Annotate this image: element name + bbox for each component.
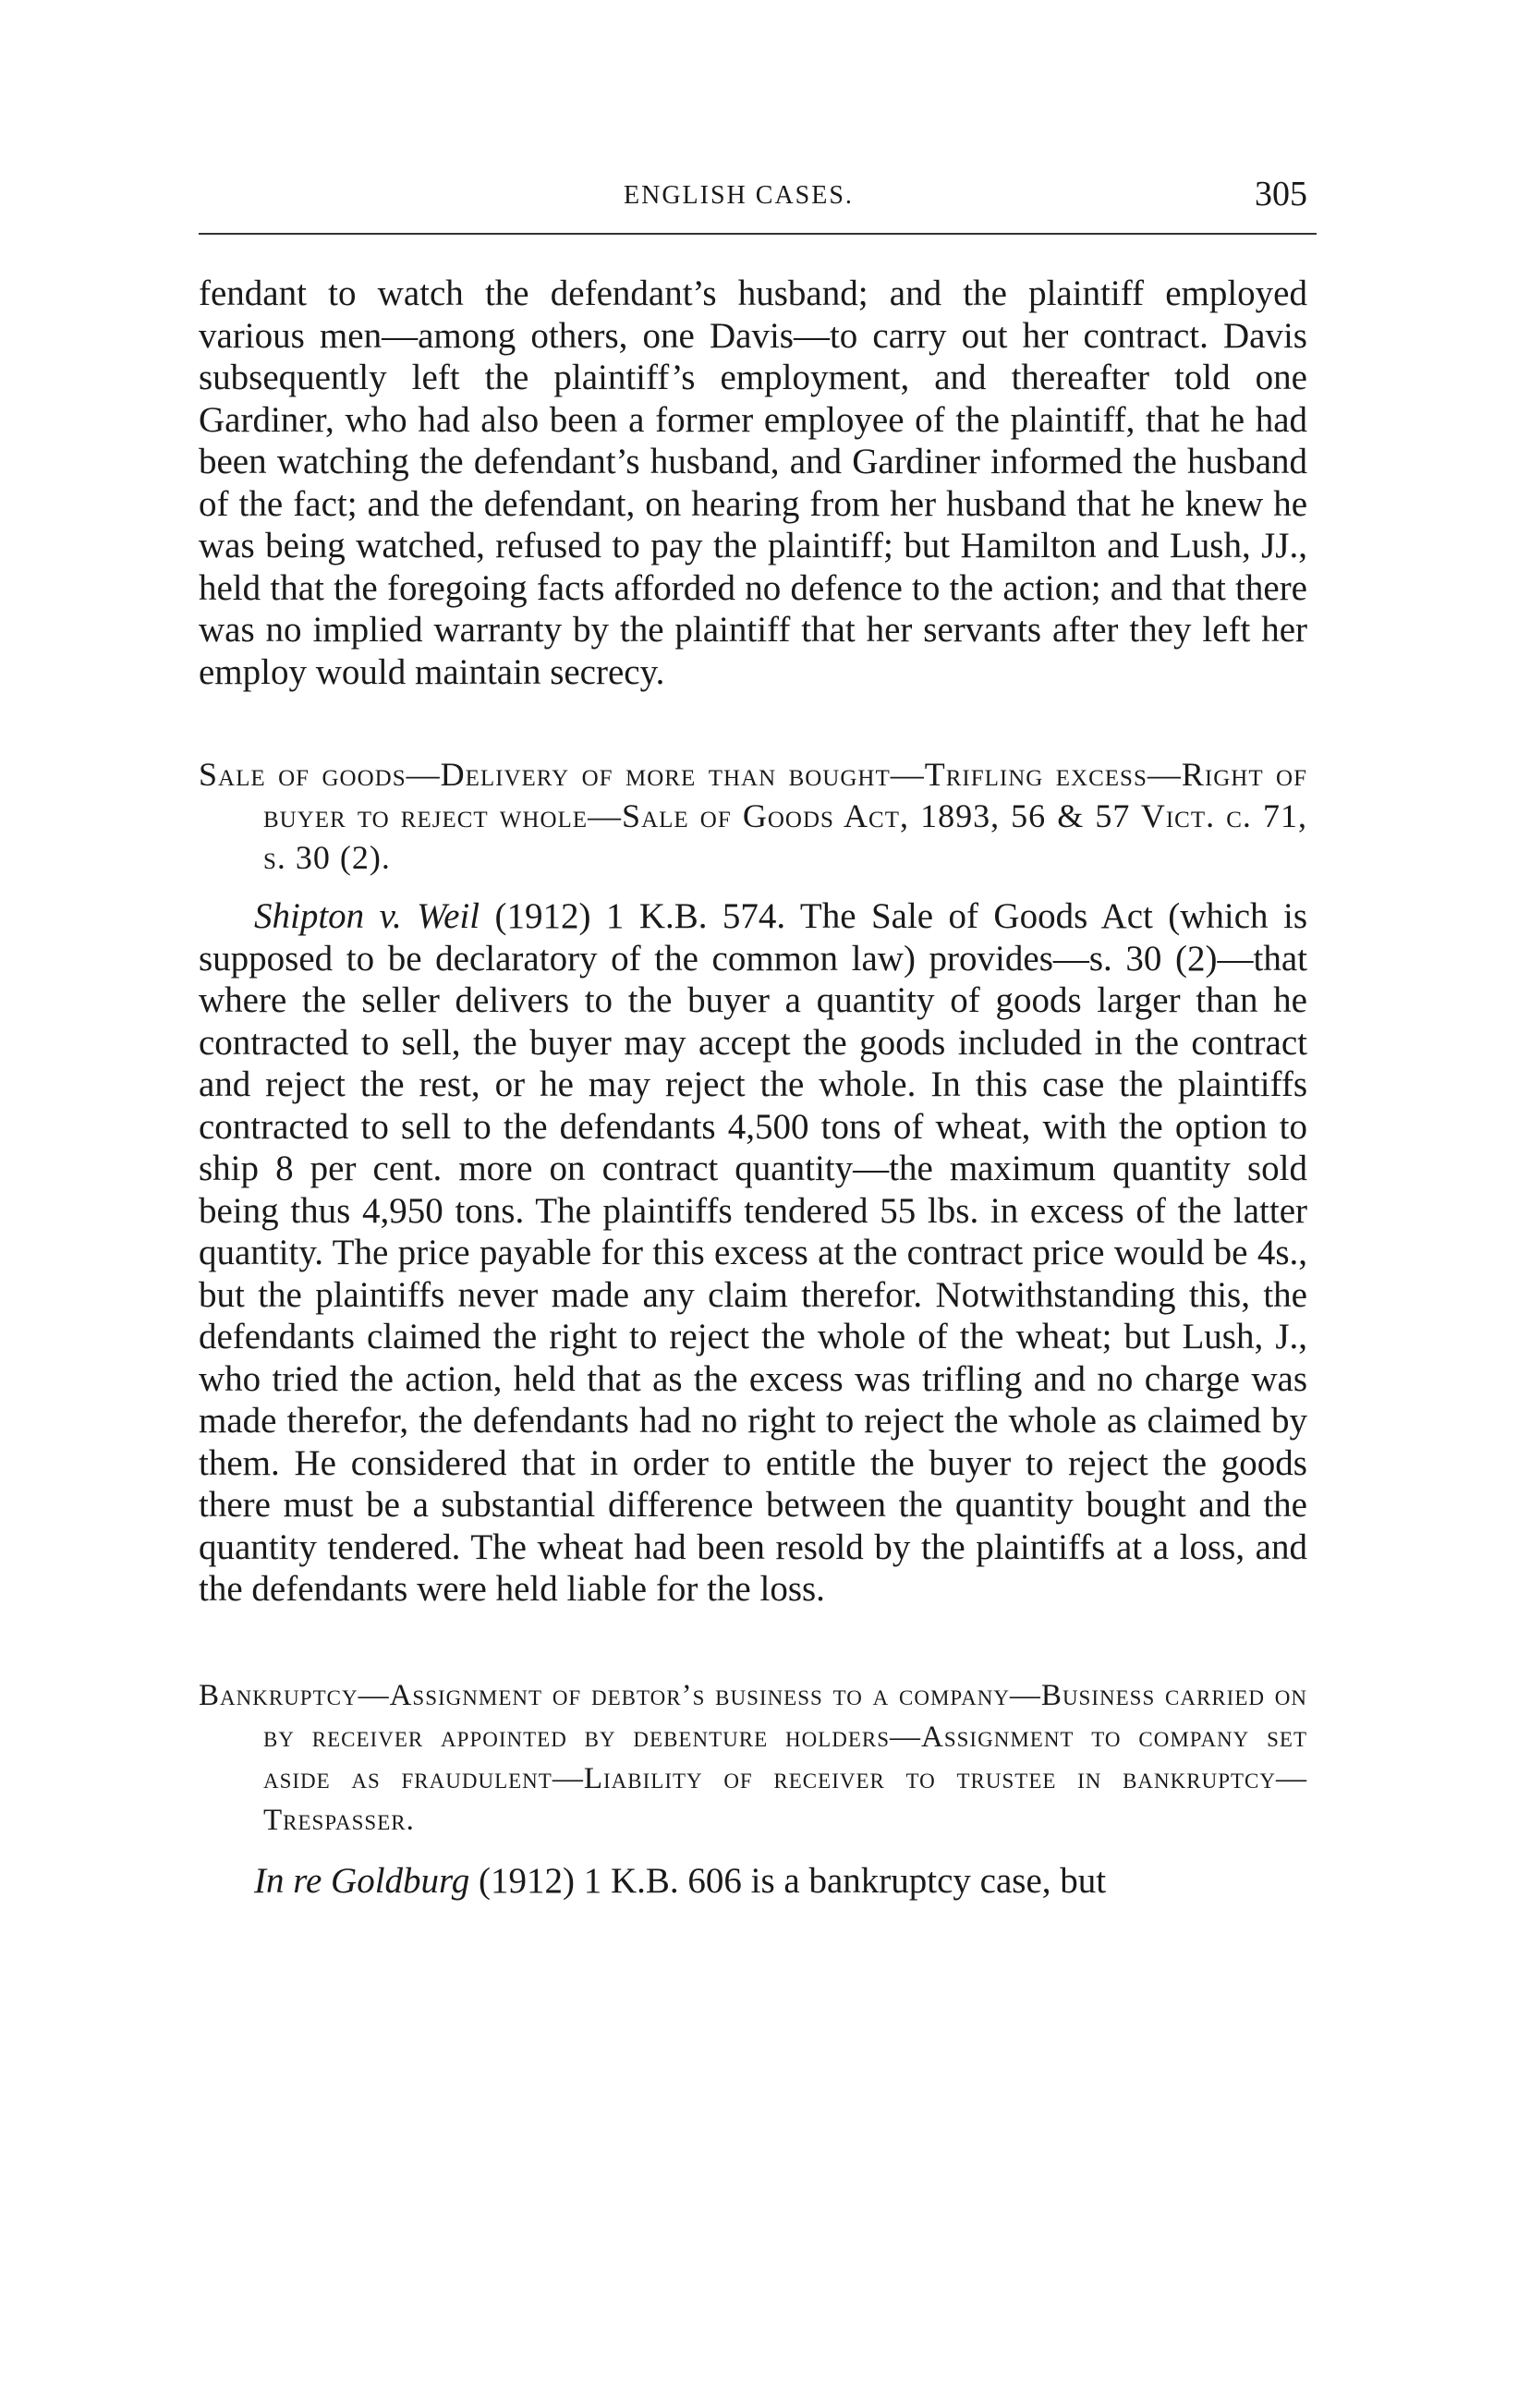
header-rule [199, 233, 1317, 235]
case-name: In re Goldburg [254, 1860, 470, 1901]
paragraph-text: (1912) 1 K.B. 606 is a bankruptcy case, but [469, 1860, 1107, 1901]
case-name: Shipton v. Weil [254, 896, 480, 936]
running-head: ENGLISH CASES. [624, 181, 854, 210]
spacer [199, 693, 1307, 754]
paragraph-text: (1912) 1 K.B. 574. The Sale of Goods Act (which is supposed to be declaratory of the common law) provides—s. 30 (2)—that where the seller delivers to the buyer a quantity of goods larger than he contracted to sell, the buyer may accept the goods included in the contract and reject the rest, or he may reject the whole. In this case the plaintiffs contracted to sell to the defendants 4,500 tons of wheat, with the option to ship 8 per cent. more on contract quantity—the maximum quantity sold being thus 4,950 tons. The plaintiffs tendered 55 lbs. in excess of the latter quantity. The price payable for this excess at the contract price would be 4s., but the plaintiffs never made any claim therefor. Notwithstanding this, the defendants claimed the right to reject the whole of the wheat; but Lush, J., who tried the action, held that as the excess was trifling and no charge was made therefor, the defendants had no right to reject the whole as claimed by them. He considered that in order to entitle the buyer to reject the goods there must be a substantial difference between the quantity bought and the quantity tendered. The wheat had been resold by the plaintiffs at a loss, and the defendants were held liable for the loss. [199, 896, 1307, 1609]
paragraph-in-re-goldburg [199, 1860, 1307, 1903]
headnote-bankruptcy: Bankruptcy—Assignment of debtor’s business to a company—Business carried on by receiver appointed by debenture holders—Assignment to company set aside as fraudulent—Liability of receiver to trustee in bankruptcy—Trespasser. [199, 1678, 1307, 1837]
paragraph-shipton-v-weil [199, 895, 1307, 1611]
spacer [199, 879, 1307, 895]
page-number: 305 [1255, 175, 1307, 213]
paragraph-continued: fendant to watch the defendant’s husband; and the plaintiff employed various men—among others, one Davis—to carry out her contract. Davis subsequently left the plaintiff’s employment, and thereafter told one Gardiner, who had also been a former employee of the plaintiff, that he had been watching the defendant’s husband, and Gardiner informed the husband of the fact; and the defendant, on hearing from her husband that he knew he was being watched, refused to pay the plaintiff; but Hamilton and Lush, JJ., held that the foregoing facts afforded no defence to the action; and that there was no implied warranty by the plaintiff that her servants after they left her employ would maintain secrecy. [199, 274, 1307, 692]
headnote-sale-of-goods: Sale of goods—Delivery of more than bought—Trifling excess—Right of buyer to reject whole—Sale of Goods Act, 1893, 56 & 57 Vict. c. 71, s. 30 (2). [199, 756, 1307, 876]
body-text [199, 273, 1307, 1902]
page-header [199, 174, 1307, 220]
spacer [199, 1611, 1307, 1675]
spacer [199, 1842, 1307, 1860]
